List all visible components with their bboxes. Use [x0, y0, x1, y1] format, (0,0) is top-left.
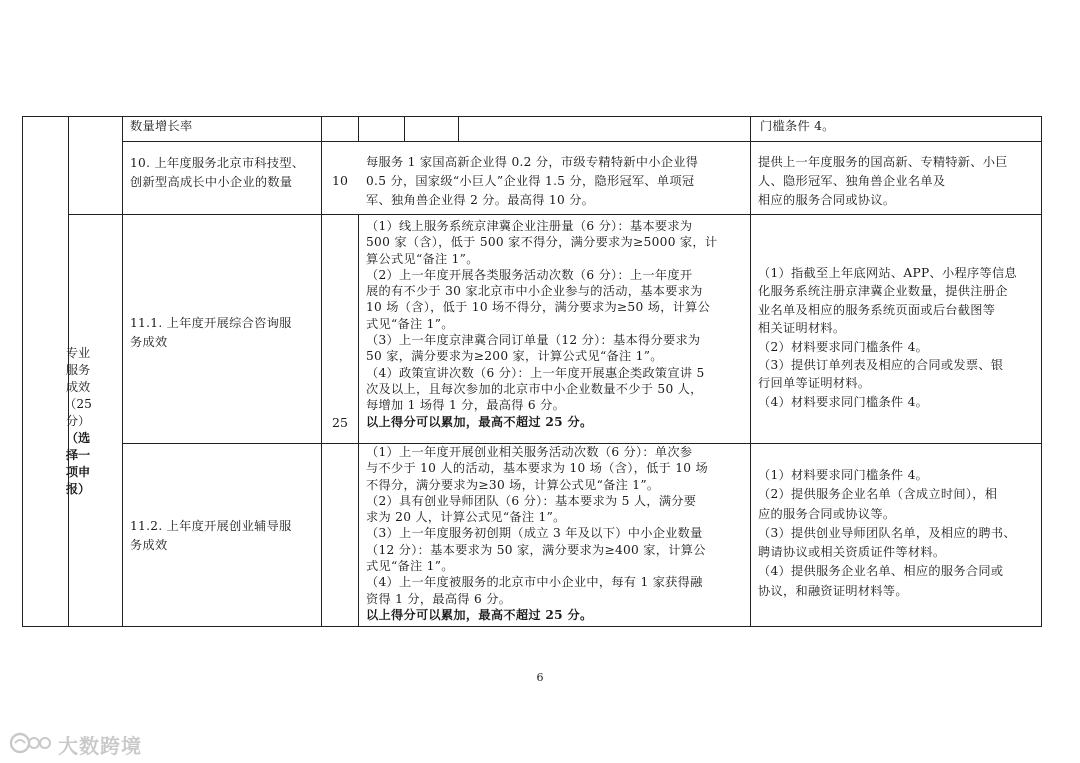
standard-summary: 以上得分可以累加，最高不超过 25 分。 — [366, 414, 593, 429]
standard-line: 0.5 分，国家级“小巨人”企业得 1.5 分，隐形冠军、单项冠 — [366, 174, 695, 188]
material-line: （1）材料要求同门槛条件 4。 — [758, 468, 929, 482]
material-line: 提供上一年度服务的国高新、专精特新、小巨 — [758, 155, 1008, 169]
standard-line: 10 场（含），低于 10 场不得分，满分要求为≥50 场，计算公 — [366, 300, 711, 315]
item-10 — [130, 154, 310, 192]
item-growth-rate: 数量增长率 — [130, 119, 193, 133]
category-line: 专业 — [65, 346, 91, 360]
item-10-line: 创新型高成长中小企业的数量 — [130, 175, 293, 189]
watermark-text: 大数跨境 — [58, 734, 142, 758]
watermark-logo-icon — [8, 731, 52, 759]
standard-line: 次及以上，且每次参加的北京市中小企业数量不少于 50 人， — [366, 381, 703, 396]
material-line: 人、隐形冠军、独角兽企业名单及 — [758, 174, 946, 188]
standard-line: 每增加 1 场得 1 分，最高得 6 分。 — [366, 398, 566, 413]
material-line: 应的服务合同或协议等。 — [758, 506, 896, 521]
material-line: （2）提供服务企业名单（含成立时间），相 — [758, 487, 998, 502]
standard-line: 算公式见“备注 1”。 — [366, 251, 479, 266]
material-line: （2）材料要求同门槛条件 4。 — [758, 339, 929, 354]
standard-line: 每服务 1 家国高新企业得 0.2 分，市级专精特新中小企业得 — [366, 155, 699, 169]
item-11-2 — [130, 517, 315, 555]
material-line: （4）提供服务企业名单、相应的服务合同或 — [758, 564, 1004, 579]
standard-line: 500 家（含），低于 500 家不得分，满分要求为≥5000 家，计 — [366, 235, 718, 250]
watermark — [8, 730, 142, 759]
material-line: （1）指截至上年底网站、APP、小程序等信息 — [758, 266, 1017, 280]
standard-line: （2）上一年度开展各类服务活动次数（6 分）：上一年度开 — [366, 267, 693, 282]
standard-line: 军、独角兽企业得 2 分。最高得 10 分。 — [366, 193, 595, 207]
standard-line: 求为 20 人，计算公式见“备注 1”。 — [366, 510, 566, 525]
material-11-2 — [758, 466, 1033, 601]
material-line: 相关证明材料。 — [758, 321, 846, 336]
item-11-2-line: 务成效 — [130, 538, 168, 552]
standard-line: （4）上一年度被服务的北京市中小企业中，每有 1 家获得融 — [366, 575, 703, 590]
standard-line: 50 家，满分要求为≥200 家，计算公式见“备注 1”。 — [366, 349, 663, 364]
page-number: 6 — [536, 671, 544, 684]
standard-line: （3）上一年度京津冀合同订单量（12 分）：基本得分要求为 — [366, 333, 701, 348]
category-line: 成效 — [65, 380, 91, 394]
category-line: 择一 — [65, 448, 91, 462]
material-line: 业名单及相应的服务系统页面或后台截图等 — [758, 302, 996, 317]
standard-line: （1）线上服务系统京津冀企业注册量（6 分）：基本要求为 — [366, 219, 693, 233]
standard-line: 式见“备注 1”。 — [366, 316, 454, 331]
score-25: 25 — [332, 415, 348, 430]
standard-line: 与不少于 10 人的活动，基本要求为 10 场（含），低于 10 场 — [366, 461, 708, 476]
standard-line: （12 分）：基本要求为 50 家，满分要求为≥400 家，计算公 — [366, 542, 706, 557]
standard-line: （3）上一年度服务初创期（成立 3 年及以下）中小企业数量 — [366, 526, 703, 541]
standard-line: （2）具有创业导师团队（6 分）：基本要求为 5 人，满分要 — [366, 493, 697, 508]
item-11-1 — [130, 314, 315, 352]
standard-11-1 — [366, 218, 746, 430]
standard-line: 资得 1 分，最高得 6 分。 — [366, 591, 512, 606]
material-line: 相应的服务合同或协议。 — [758, 193, 896, 207]
material-line: 化服务系统注册京津冀企业数量，提供注册企 — [758, 284, 1008, 299]
item-10-line: 10. 上年度服务北京市科技型、 — [130, 156, 305, 170]
standard-line: 不得分，满分要求为≥30 场，计算公式见“备注 1”。 — [366, 477, 660, 492]
material-10 — [758, 153, 1033, 210]
standard-line: （1）上一年度开展创业相关服务活动次数（6 分）：单次参 — [366, 445, 693, 459]
standard-line: （4）政策宣讲次数（6 分）：上一年度开展惠企类政策宣讲 5 — [366, 365, 705, 380]
category-line: 项申 — [65, 465, 91, 479]
category-line: 服务 — [65, 363, 91, 377]
material-line: 协议，和融资证明材料等。 — [758, 583, 908, 598]
item-11-1-line: 务成效 — [130, 335, 168, 349]
item-11-1-line: 11.1. 上年度开展综合咨询服 — [130, 316, 292, 330]
standard-line: 展的有不少于 30 家北京市中小企业参与的活动，基本要求为 — [366, 284, 703, 299]
score-10: 10 — [332, 173, 348, 188]
category-line: （选 — [65, 431, 91, 445]
standard-11-2 — [366, 444, 746, 623]
material-11-1 — [758, 264, 1033, 411]
material-line: （3）提供创业导师团队名单，及相应的聘书、 — [758, 525, 1016, 540]
standard-10 — [366, 153, 746, 210]
standard-summary: 以上得分可以累加，最高不超过 25 分。 — [366, 607, 593, 622]
material-line: 行回单等证明材料。 — [758, 376, 871, 391]
material-line: （3）提供订单列表及相应的合同或发票、银 — [758, 358, 1004, 373]
standard-line: 式见“备注 1”。 — [366, 559, 454, 574]
item-11-2-line: 11.2. 上年度开展创业辅导服 — [130, 519, 292, 533]
category-line: 报） — [65, 482, 91, 496]
category-line: （25 — [64, 397, 92, 411]
material-top: 门槛条件 4。 — [760, 119, 835, 133]
material-line: 聘请协议或相关资质证件等材料。 — [758, 545, 946, 560]
category-line: 分） — [65, 414, 91, 428]
material-line: （4）材料要求同门槛条件 4。 — [758, 394, 929, 409]
category-professional-service — [46, 345, 110, 498]
